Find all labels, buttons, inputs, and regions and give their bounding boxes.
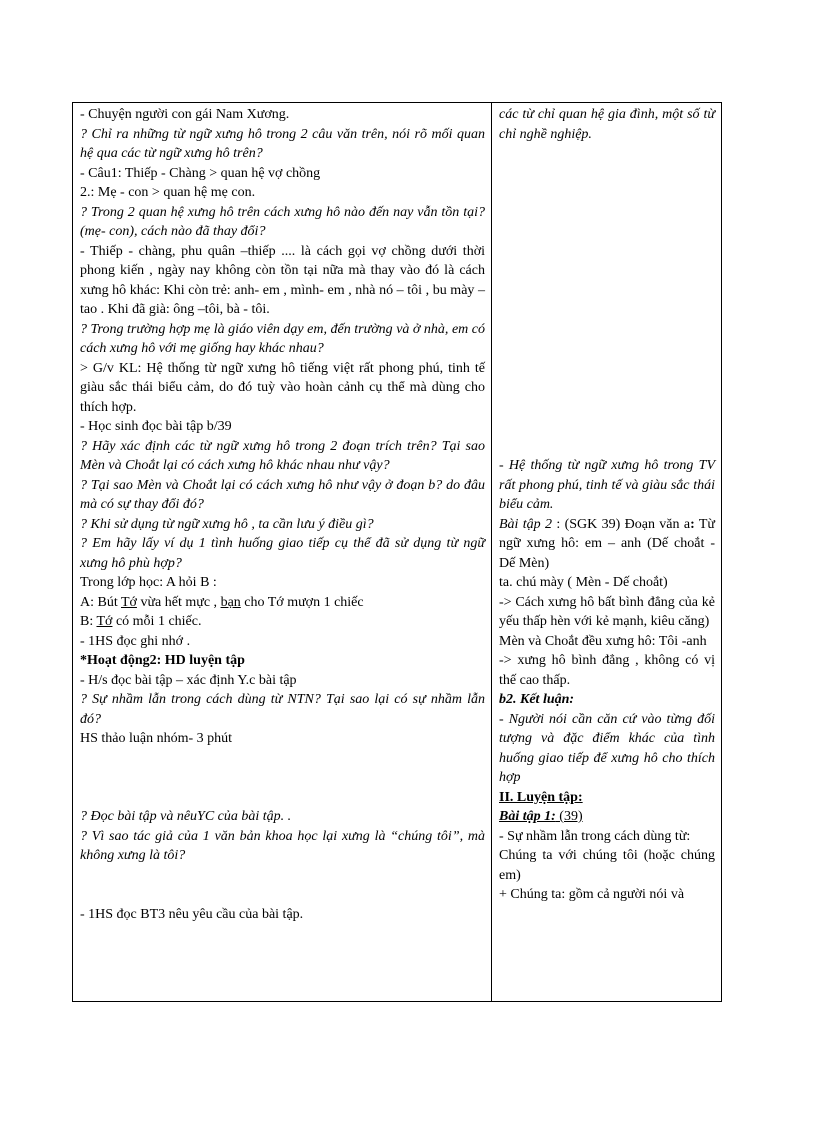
right-bottom-line: b2. Kết luận: [499, 692, 575, 707]
right-bottom-line [499, 807, 715, 827]
left-line: ? Khi sử dụng từ ngữ xưng hô , ta cần lưu ý điều gì? [80, 516, 374, 532]
left-line: ? Tại sao Mèn và Choắt lại có cách xưng hô như vậy ở đoạn b? do đâu mà có sự thay đổi đó? [80, 477, 485, 512]
text-run: Từ ngữ xưng hô: em – anh (Dế choắt - Dế Mèn) [499, 516, 715, 571]
left-line [80, 749, 485, 769]
right-bottom-line: Mèn và Choắt đều xưng hô: Tôi -anh [499, 633, 707, 649]
right-bottom-line: Chúng ta với chúng tôi (hoặc chúng em) [499, 848, 715, 883]
left-line [80, 768, 485, 788]
text-run: Bài tập 2 [499, 516, 553, 532]
text-run: (39) [555, 809, 583, 824]
left-line: ? Trong trường hợp mẹ là giáo viên dạy em, đến trường và ở nhà, em có cách xưng hô với mẹ giống hay khác nhau? [80, 321, 485, 356]
left-line: - H/s đọc bài tập – xác định Y.c bài tập [80, 672, 297, 688]
left-line: Trong lớp học: A hỏi B : [80, 575, 217, 590]
left-line: ? Em hãy lấy ví dụ 1 tình huống giao tiếp cụ thể đã sử dụng từ ngữ xưng hô phù hợp? [80, 536, 485, 571]
left-line [80, 866, 485, 886]
right-bottom-line: - Người nói cần căn cứ vào từng đối tượng và đặc điểm khác của tình huống giao tiếp để xưng hô cho thích hợp [499, 711, 715, 785]
left-line [80, 885, 485, 905]
lesson-table [72, 102, 722, 1002]
text-run: : (SGK 39) Đoạn văn a [552, 516, 691, 532]
left-line: ? Đọc bài tập và nêuYC của bài tập. . [80, 809, 292, 824]
teacher-student-activity-column [73, 103, 492, 1001]
left-line: - Thiếp - chàng, phu quân –thiếp .... là cách gọi vợ chồng dưới thời phong kiến , ngày nay không còn tồn tại nữa mà thay vào đó là cách xưng hô khác: Khi còn trẻ: anh- em , mình- em , nhà nó – tôi , bu mày – tao . Khi đã già: ông –tôi, bà - tôi. [80, 243, 485, 317]
right-top-line: các từ chỉ quan hệ gia đình, một số từ chỉ nghề nghiệp. [499, 107, 715, 142]
text-run: Tớ [96, 614, 113, 629]
left-line: - Học sinh đọc bài tập b/39 [80, 419, 232, 434]
left-line: - Câu1: Thiếp - Chàng > quan hệ vợ chồng [80, 165, 321, 181]
right-bottom-line [499, 515, 715, 574]
left-line: HS thảo luận nhóm- 3 phút [80, 731, 233, 746]
left-line [80, 612, 485, 632]
left-line: > G/v KL: Hệ thống từ ngữ xưng hô tiếng việt rất phong phú, tinh tế giàu sắc thái biểu cảm, do đó tuỳ vào hoàn cảnh cụ thể mà dùng cho thích hợp. [80, 360, 485, 415]
left-line [80, 788, 485, 808]
right-bottom-line: + Chúng ta: gồm cả người nói và [499, 887, 685, 902]
left-line: - Chuyện người con gái Nam Xương. [80, 107, 290, 122]
left-line: ? Trong 2 quan hệ xưng hô trên cách xưng hô nào đến nay vẫn tồn tại? (mẹ- con), cách nào đã thay đổi? [80, 204, 485, 239]
right-bottom-line: ta. chú mày ( Mèn - Dế choắt) [499, 575, 668, 590]
left-line: 2.: Mẹ - con > quan hệ mẹ con. [80, 185, 256, 200]
text-run: Tớ [120, 594, 137, 610]
right-bottom-line: II. Luyện tập: [499, 789, 583, 805]
left-line: *Hoạt động2: HD luyện tập [80, 653, 245, 668]
left-line: - 1HS đọc ghi nhớ . [80, 633, 191, 649]
text-run: A: Bút [80, 594, 121, 610]
left-line: ? Vì sao tác giả của 1 văn bản khoa học lại xưng là “chúng tôi”, mà không xưng là tôi? [80, 828, 485, 863]
right-bottom-block [499, 456, 715, 905]
text-run: vừa hết mực , [136, 594, 221, 610]
left-line: ? Sự nhầm lẫn trong cách dùng từ NTN? Tại sao lại có sự nhầm lẫn đó? [80, 692, 485, 727]
left-line: - 1HS đọc BT3 nêu yêu cầu của bài tập. [80, 906, 304, 922]
left-line: ? Hãy xác định các từ ngữ xưng hô trong 2 đoạn trích trên? Tại sao Mèn và Choắt lại có cách xưng hô khác nhau như vậy? [80, 438, 485, 473]
right-bottom-line: - Sự nhầm lẫn trong cách dùng từ: [499, 828, 691, 844]
text-run: : [690, 516, 695, 532]
right-bottom-line: -> Cách xưng hô bất bình đẳng của kẻ yếu thấp hèn với kẻ mạnh, kiêu căng) [499, 594, 715, 629]
left-line: ? Chỉ ra những từ ngữ xưng hô trong 2 câu văn trên, nói rõ mối quan hệ qua các từ ngữ xưng hô trên? [80, 126, 485, 161]
text-run: có mỗi 1 chiếc. [112, 614, 202, 629]
text-run: Bài tập 1: [499, 809, 556, 824]
left-line [80, 593, 485, 613]
right-top-block [499, 105, 715, 144]
text-run: bạn [220, 594, 241, 610]
right-bottom-line: - Hệ thống từ ngữ xưng hô trong TV rất phong phú, tinh tế và giàu sắc thái biểu cảm. [499, 458, 715, 512]
text-run: cho Tớ mượn 1 chiếc [240, 594, 364, 610]
right-bottom-line: -> xưng hô bình đẳng , không có vị thế cao thấp. [499, 653, 715, 688]
lesson-content-column [492, 103, 721, 1001]
text-run: B: [80, 614, 97, 629]
